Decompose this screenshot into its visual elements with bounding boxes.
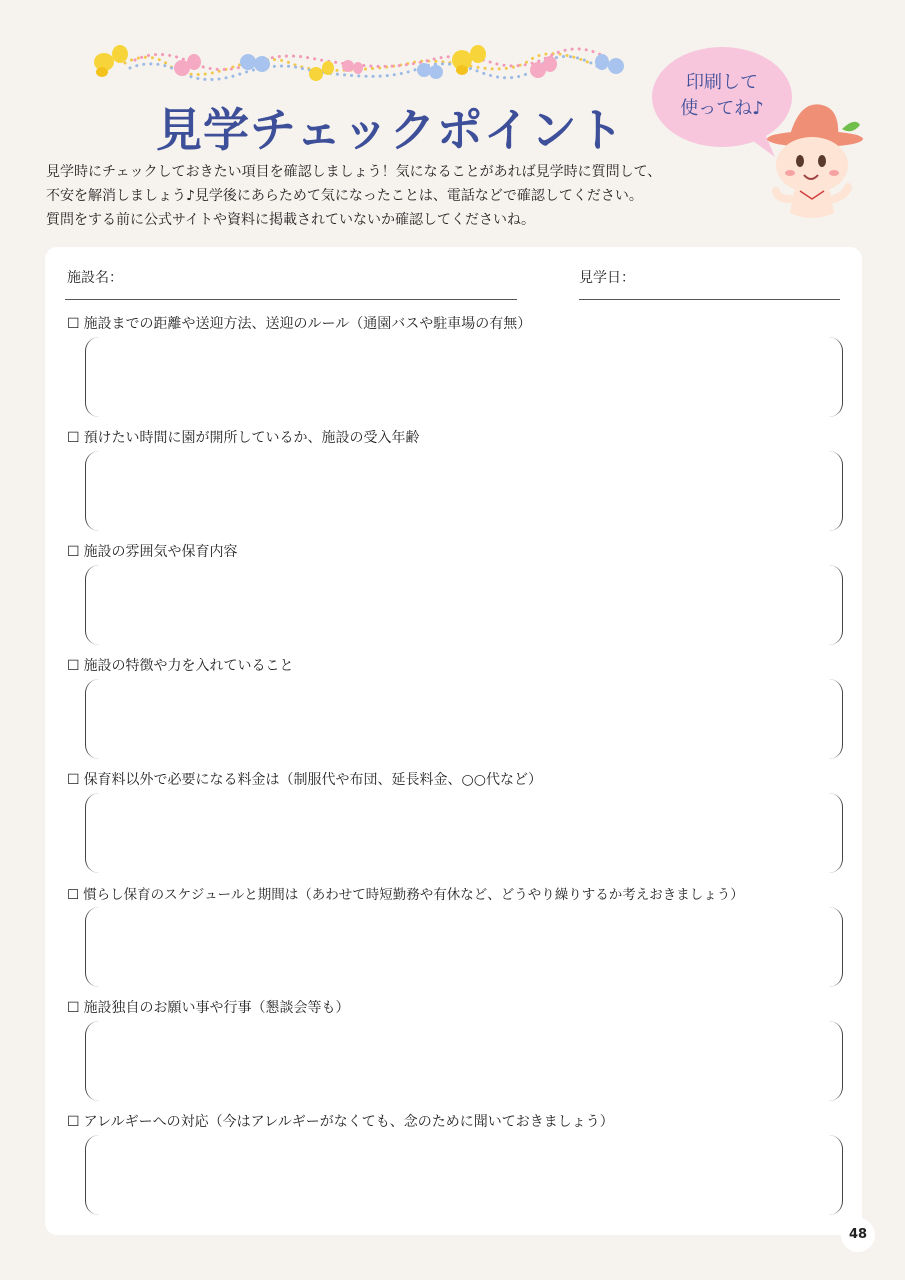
checklist-item-label: 慣らし保育のスケジュールと期間は（あわせて時短勤務や有休など、どうやり繰りするか考えおきましょう） xyxy=(83,887,744,903)
facility-name-label: 施設名： xyxy=(67,270,123,286)
checkbox[interactable]: ☐ xyxy=(67,430,80,446)
mascot-icon xyxy=(760,95,865,230)
visit-date-label: 見学日： xyxy=(579,270,635,286)
answer-box[interactable] xyxy=(85,907,843,987)
checklist-card xyxy=(45,247,862,1235)
facility-name-field[interactable] xyxy=(65,299,517,300)
checklist-item-label: アレルギーへの対応（今はアレルギーがなくても、念のために聞いておきましょう） xyxy=(83,1114,614,1130)
checklist-item-label: 施設独自のお願い事や行事（懇談会等も） xyxy=(83,1000,350,1016)
butterfly-garland xyxy=(90,38,640,90)
checklist-item-label: 保育料以外で必要になる料金は（制服代や布団、延長料金、○○代など） xyxy=(83,772,542,788)
checklist-item xyxy=(67,655,847,675)
butterfly-icon xyxy=(530,56,557,78)
checkbox[interactable]: ☐ xyxy=(67,772,80,788)
butterfly-icon xyxy=(595,54,624,74)
intro-text xyxy=(46,160,746,232)
page-title: 見学チェックポイント xyxy=(156,103,625,157)
answer-box[interactable] xyxy=(85,1135,843,1215)
checkbox[interactable]: ☐ xyxy=(67,316,80,332)
answer-box[interactable] xyxy=(85,337,843,417)
checklist-item xyxy=(67,313,847,333)
intro-line: 不安を解消しましょう♪見学後にあらためて気になったことは、電話などで確認してください。 xyxy=(46,188,643,204)
checkbox[interactable]: ☐ xyxy=(67,1000,80,1016)
answer-box[interactable] xyxy=(85,451,843,531)
answer-box[interactable] xyxy=(85,565,843,645)
checklist-item-label: 預けたい時間に園が開所しているか、施設の受入年齢 xyxy=(83,430,420,446)
checkbox[interactable]: ☐ xyxy=(67,544,80,560)
butterfly-icon xyxy=(94,45,128,77)
checklist-item xyxy=(67,541,847,561)
checklist-item xyxy=(67,883,847,903)
checklist-item xyxy=(67,427,847,447)
butterfly-icon xyxy=(342,60,363,74)
butterfly-icon xyxy=(309,61,334,81)
checkbox[interactable]: ☐ xyxy=(67,1114,80,1130)
intro-line: 質問をする前に公式サイトや資料に掲載されていないか確認してくださいね。 xyxy=(46,212,536,228)
answer-box[interactable] xyxy=(85,793,843,873)
visit-date-field[interactable] xyxy=(579,299,840,300)
checkbox[interactable]: ☐ xyxy=(67,887,80,903)
checklist-item-label: 施設の特徴や力を入れていること xyxy=(83,658,294,674)
checklist-item-label: 施設までの距離や送迎方法、送迎のルール（通園バスや駐車場の有無） xyxy=(83,316,532,332)
bubble-line: 印刷して xyxy=(686,72,758,93)
butterfly-icon xyxy=(452,45,486,75)
intro-line: 見学時にチェックしておきたい項目を確認しましょう！気になることがあれば見学時に質問して、 xyxy=(46,164,662,180)
page-number: 48 xyxy=(841,1218,875,1252)
answer-box[interactable] xyxy=(85,679,843,759)
checklist-item xyxy=(67,769,847,789)
bubble-line: 使ってね♪ xyxy=(680,98,764,119)
checkbox[interactable]: ☐ xyxy=(67,658,80,674)
checklist-item xyxy=(67,1111,847,1131)
checklist-item xyxy=(67,997,847,1017)
checklist-item-label: 施設の雰囲気や保育内容 xyxy=(83,544,238,560)
answer-box[interactable] xyxy=(85,1021,843,1101)
